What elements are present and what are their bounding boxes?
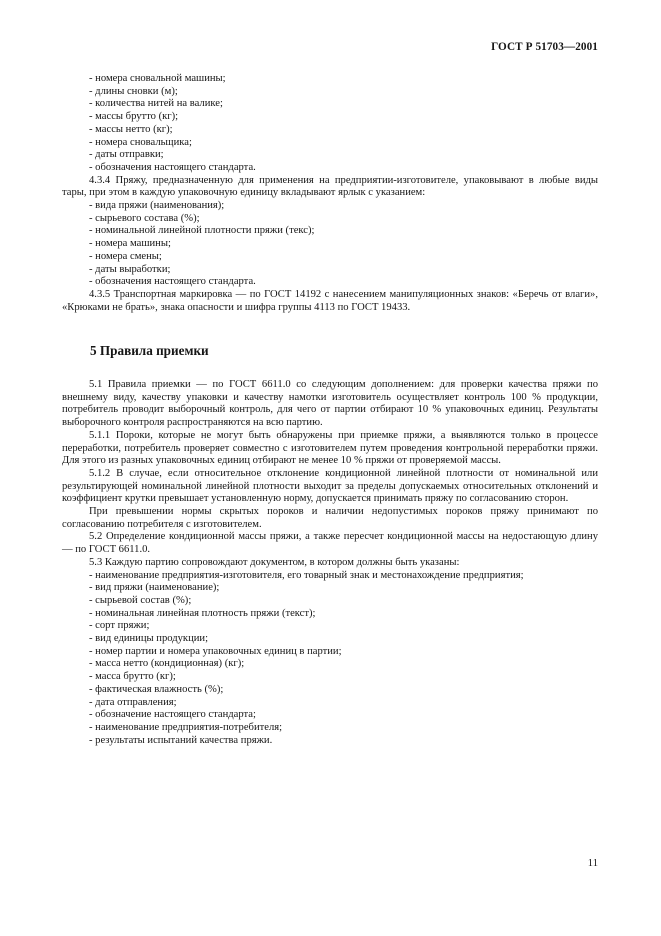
- list-item: - номера машины;: [89, 238, 171, 250]
- list-item: - дата отправления;: [89, 696, 177, 708]
- list-item: - масса нетто (кондиционная) (кг);: [89, 658, 245, 670]
- list-item: - сорт пряжи;: [89, 620, 150, 632]
- list-item: - обозначения настоящего стандарта.: [89, 161, 256, 173]
- paragraph-4-3-4: 4.3.4 Пряжу, предназначенную для применения на предприятии-изготовителе, упаковывают в любые виды тары, при этом в каждую упаковочную единицу вкладывают ярлык с указанием:: [62, 174, 598, 199]
- list-item: - вид единицы продукции;: [89, 633, 209, 645]
- list-item: - номинальной линейной плотности пряжи (текс);: [89, 225, 315, 237]
- list-item: - фактическая влажность (%);: [89, 683, 224, 695]
- section-5-body: [62, 379, 598, 747]
- list-item: - наименование предприятия-потребителя;: [89, 721, 283, 733]
- page-number: 11: [587, 858, 598, 869]
- paragraph-5-1: 5.1 Правила приемки — по ГОСТ 6611.0 со следующим дополнением: для проверки качества пряжи по внешнему виду, качеству упаковки и качеству намотки изготовитель осуществляет контроль 100 % продукции, потребитель проводит выборочный контроль, для чего от партии отбирают 10 % упаковочных единиц. Результаты выборочного контроля распространяются на всю партию.: [62, 379, 598, 429]
- list-item: - номера сновальной машины;: [89, 73, 226, 84]
- paragraph-5-1-2: 5.1.2 В случае, если относительное отклонение кондиционной линейной плотности от номинальной или результирующей номинальной линейной плотности выходит за пределы допускаемых относительных отклонений и коэффициент крутки превышает установленную норму, допускается принимать пряжу по согласованию сторон.: [62, 467, 598, 505]
- list-item: - наименование предприятия-изготовителя, его товарный знак и местонахождение предприятия;: [89, 569, 524, 581]
- list-item: - сырьевого состава (%);: [89, 212, 200, 224]
- list-item: - масса брутто (кг);: [89, 671, 176, 683]
- list-item: - номинальная линейная плотность пряжи (текст);: [89, 607, 316, 619]
- list-item: - даты выработки;: [89, 263, 171, 275]
- list-item: - количества нитей на валике;: [89, 98, 223, 110]
- list-item: - вида пряжи (наименования);: [89, 200, 225, 212]
- list-item: - вид пряжи (наименование);: [89, 582, 220, 594]
- list-item: - длины сновки (м);: [89, 85, 178, 97]
- list-shipping-marking: [62, 73, 598, 314]
- list-item: - массы брутто (кг);: [89, 111, 179, 123]
- list-item: - обозначение настоящего стандарта;: [89, 709, 256, 721]
- section-5-heading: 5 Правила приемки: [90, 343, 209, 358]
- list-item: - даты отправки;: [89, 149, 164, 161]
- document-page: [62, 0, 598, 936]
- paragraph-5-1-2-continued: При превышении нормы скрытых пороков и наличии недопустимых пороков пряжу принимают по согласованию потребителя с изготовителем.: [62, 506, 598, 530]
- list-item: - массы нетто (кг);: [89, 123, 173, 135]
- list-item: - результаты испытаний качества пряжи.: [89, 734, 273, 746]
- paragraph-4-3-5: 4.3.5 Транспортная маркировка — по ГОСТ 14192 с нанесением манипуляционных знаков: «Беречь от влаги», «Крюками не брать», знака опасности и шифра группы 4113 по ГОСТ 19433.: [62, 288, 598, 313]
- list-item: - номера сновальщика;: [89, 136, 192, 148]
- list-item: - сырьевой состав (%);: [89, 594, 192, 606]
- paragraph-5-3: 5.3 Каждую партию сопровождают документом, в котором должны быть указаны:: [89, 556, 460, 568]
- list-item: - номера смены;: [89, 250, 162, 262]
- document-code-header: ГОСТ Р 51703—2001: [491, 41, 598, 53]
- paragraph-5-2: 5.2 Определение кондиционной массы пряжи, а также пересчет кондиционной массы на недостающую длину — по ГОСТ 6611.0.: [62, 531, 598, 556]
- paragraph-5-1-1: 5.1.1 Пороки, которые не могут быть обнаружены при приемке пряжи, а выявляются только в процессе переработки, потребитель проверяет совместно с изготовителем путем проведения контрольной переработки пряжи. Для этого из разных упаковочных единиц отбирают не менее 10 % пряжи от проверяемой массы.: [62, 429, 598, 467]
- list-item: - обозначения настоящего стандарта.: [89, 276, 256, 288]
- list-item: - номер партии и номера упаковочных единиц в партии;: [89, 645, 342, 657]
